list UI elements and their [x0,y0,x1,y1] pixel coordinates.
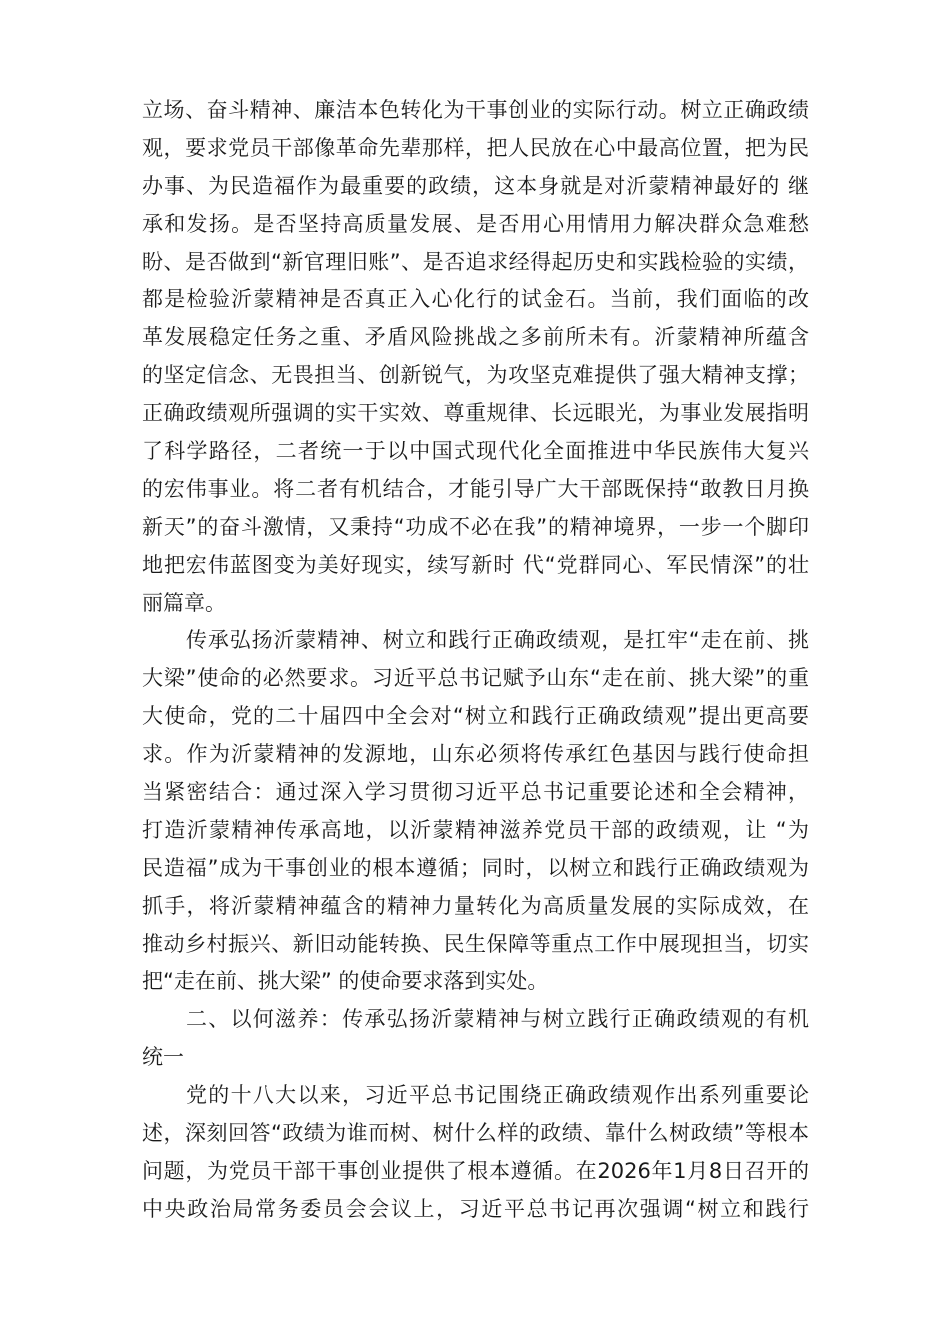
text-line: 革发展稳定任务之重、矛盾风险挑战之多前所未有。沂蒙精神所蕴含 [142,325,809,350]
document-page [142,92,809,1229]
text-line: 立场、奋斗精神、廉洁本色转化为干事创业的实际行动。树立正确政绩 [142,98,809,122]
text-line: 民造福”成为干事创业的根本遵循；同时，以树立和践行正确政绩观为 [142,855,809,880]
text-line: 盼、是否做到“新官理旧账”、是否追求经得起历史和实践检验的实绩， [142,249,809,274]
text-line: 新天”的奋斗激情，又秉持“功成不必在我”的精神境界，一步一个脚印 [142,514,809,539]
text-line: 承和发扬。是否坚持高质量发展、是否用心用情用力解决群众急难愁 [142,211,809,236]
text-line: 把“走在前、挑大梁” 的使命要求落到实处。 [142,969,549,994]
text-line: 抓手，将沂蒙精神蕴含的精神力量转化为高质量发展的实际成效，在 [142,893,809,918]
paragraph-3 [142,1077,809,1229]
text-line: 中央政治局常务委员会会议上，习近平总书记再次强调“树立和践行 [142,1196,809,1221]
heading-line: 二、以何滋养：传承弘扬沂蒙精神与树立践行正确政绩观的有机 [186,1007,809,1032]
text-line: 党的十八大以来，习近平总书记围绕正确政绩观作出系列重要论 [186,1083,809,1108]
heading-line: 统一 [142,1045,184,1070]
text-line: 地把宏伟蓝图变为美好现实，续写新时 代“党群同心、军民情深”的壮 [142,552,809,577]
text-line: 推动乡村振兴、新旧动能转换、民生保障等重点工作中展现担当，切实 [142,931,809,956]
text-line: 的坚定信念、无畏担当、创新锐气，为攻坚克难提供了强大精神支撑； [142,363,809,388]
text-line: 当紧密结合：通过深入学习贯彻习近平总书记重要论述和全会精神， [142,780,809,805]
text-line: 丽篇章。 [142,590,226,615]
text-line: 问题，为党员干部干事创业提供了根本遵循。在2026年1月8日召开的 [142,1158,809,1183]
section-heading [142,1001,809,1077]
text-line: 正确政绩观所强调的实干实效、尊重规律、长远眼光，为事业发展指明 [142,401,809,426]
text-line: 大梁”使命的必然要求。习近平总书记赋予山东“走在前、挑大梁”的重 [142,666,809,691]
text-line: 观，要求党员干部像革命先辈那样，把人民放在心中最高位置，把为民 [142,135,809,160]
paragraph-1 [142,92,809,622]
text-line: 的宏伟事业。将二者有机结合，才能引导广大干部既保持“敢教日月换 [142,476,809,501]
text-line: 传承弘扬沂蒙精神、树立和践行正确政绩观，是扛牢“走在前、挑 [186,628,809,653]
text-line: 打造沂蒙精神传承高地，以沂蒙精神滋养党员干部的政绩观，让 “为 [142,817,809,842]
paragraph-2 [142,622,809,1001]
text-line: 了科学路径，二者统一于以中国式现代化全面推进中华民族伟大复兴 [142,439,809,464]
text-line: 大使命，党的二十届四中全会对“树立和践行正确政绩观”提出更高要 [142,704,809,729]
text-line: 都是检验沂蒙精神是否真正入心化行的试金石。当前，我们面临的改 [142,287,809,312]
text-line: 述，深刻回答“政绩为谁而树、树什么样的政绩、靠什么树政绩”等根本 [142,1121,809,1146]
text-line: 办事、为民造福作为最重要的政绩，这本身就是对沂蒙精神最好的 继 [142,173,809,198]
text-line: 求。作为沂蒙精神的发源地，山东必须将传承红色基因与践行使命担 [142,742,809,767]
